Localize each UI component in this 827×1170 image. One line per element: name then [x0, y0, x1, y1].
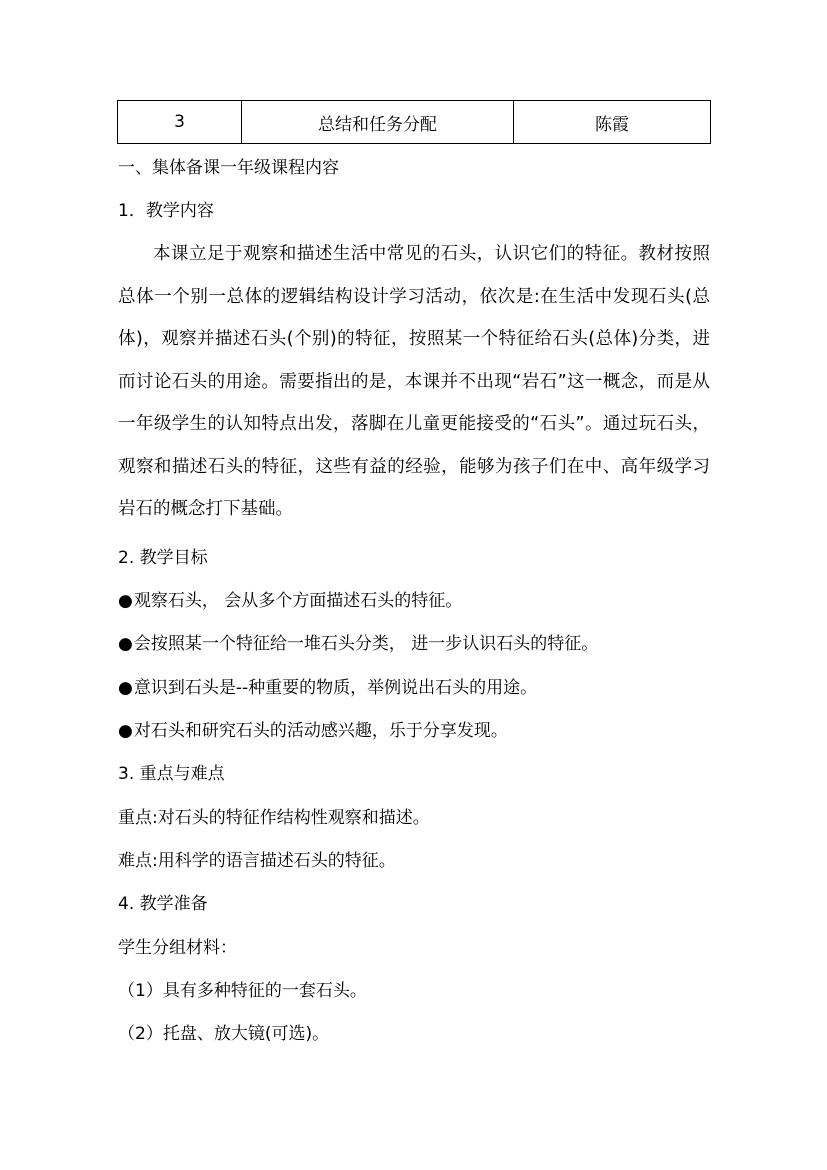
focus-point: 重点:对石头的特征作结构性观察和描述。 [118, 808, 430, 828]
task-table [117, 100, 711, 144]
person-cell: 陈霞 [514, 101, 711, 144]
goal-item [118, 719, 508, 743]
task-cell: 总结和任务分配 [242, 101, 514, 144]
goal-text: 会按照某一个特征给一堆石头分类， 进一步认识石头的特征。 [133, 634, 599, 654]
content-paragraph: 本课立足于观察和描述生活中常见的石头，认识它们的特征。教材按照总体一个别一总体的逻辑结构设计学习活动，依次是:在生活中发现石头(总体)，观察并描述石头(个别)的特征，按照某一个特征给石头(总体)分类，进而讨论石头的用途。需要指出的是，本课并不出现“岩石”这一概念，而是从一年级学生的认知特点出发，落脚在儿童更能接受的“石头”。通过玩石头，观察和描述石头的特征，这些有益的经验，能够为孩子们在中、高年级学习岩石的概念打下基础。 [118, 244, 710, 519]
preparation-label: 学生分组材料： [118, 938, 237, 958]
goal-item [118, 589, 462, 613]
preparation-item: （1）具有多种特征的一套石头。 [118, 981, 367, 1001]
goal-text: 观察石头， 会从多个方面描述石头的特征。 [133, 591, 463, 611]
goal-text: 对石头和研究石头的活动感兴趣，乐于分享发现。 [133, 721, 508, 741]
section-title: 一、集体备课一年级课程内容 [118, 158, 339, 178]
goal-text: 意识到石头是--种重要的物质，举例说出石头的用途。 [133, 678, 538, 698]
bullet-icon: ● [118, 678, 133, 698]
key-points-heading: 3. 重点与难点 [118, 764, 225, 784]
row-number-cell: 3 [118, 101, 242, 144]
preparation-item: （2）托盘、放大镜(可选)。 [118, 1024, 330, 1044]
goals-heading: 2. 教学目标 [118, 548, 208, 568]
bullet-icon: ● [118, 721, 133, 741]
goal-item [118, 632, 598, 656]
bullet-icon: ● [118, 634, 133, 654]
difficulty-point: 难点:用科学的语言描述石头的特征。 [118, 851, 396, 871]
goal-item [118, 676, 537, 700]
bullet-icon: ● [118, 591, 133, 611]
preparation-heading: 4. 教学准备 [118, 894, 208, 914]
table-row [118, 101, 711, 144]
content-heading: 1．教学内容 [118, 201, 214, 221]
